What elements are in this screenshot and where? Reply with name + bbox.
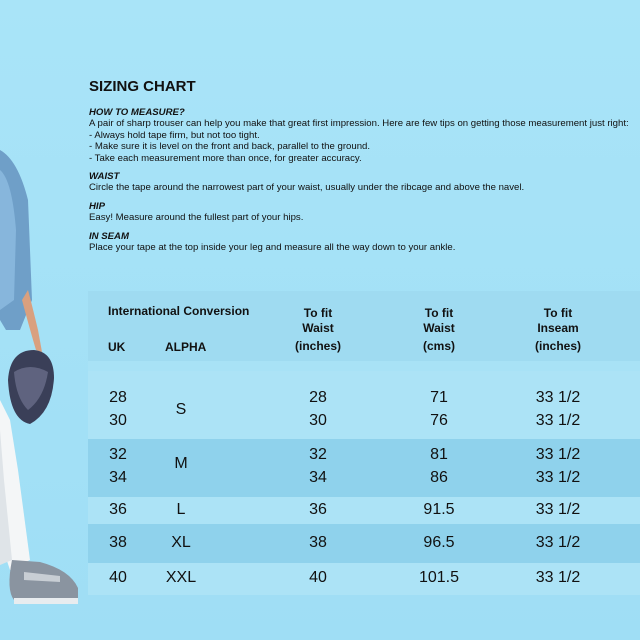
header-line: Waist [423,321,455,335]
waist-inches-header [278,306,358,354]
table-header [88,291,640,361]
inseam-cell: 33 1/2 [535,412,581,429]
table-row-xl [88,524,640,563]
hip-text: Easy! Measure around the fullest part of your hips. [89,212,304,224]
inseam-header [518,306,598,354]
waist-cms-header [399,306,479,354]
waist-cms-cell: 76 [430,412,448,429]
header-line: To fit [303,306,333,320]
waist-cms-cell: 91.5 [423,501,455,518]
uk-header: UK [108,340,126,354]
waist-text: Circle the tape around the narrowest part of your waist, usually under the ribcage and above the navel. [89,182,525,194]
how-to-measure-heading: HOW TO MEASURE? [89,107,185,118]
uk-cell: 32 [109,446,127,463]
hip-heading: HIP [89,200,105,212]
inseam-cell: 33 1/2 [535,389,581,406]
header-line: Waist [302,321,334,335]
waist-cms-cell: 81 [430,446,448,463]
alpha-cell: XXL [165,569,197,586]
inseam-cell: 33 1/2 [535,534,581,551]
header-line: To fit [543,306,573,320]
header-gap [88,361,640,371]
inseam-cell: 33 1/2 [535,501,581,518]
alpha-cell: XL [171,534,191,551]
header-line: Inseam [537,321,579,335]
how-to-measure-line: - Always hold tape firm, but not too tight. [89,129,260,141]
how-to-measure-line: A pair of sharp trouser can help you make that great first impression. Here are few tips on getting those measurement just right: [89,118,629,130]
uk-cell: 28 [109,389,127,406]
size-table [88,291,640,595]
how-to-measure-line: - Make sure it is level on the front and back, parallel to the ground. [89,141,371,153]
waist-cms-cell: 86 [430,469,448,486]
uk-cell: 38 [109,534,127,551]
uk-cell: 36 [109,501,127,518]
hip-section [89,201,640,224]
waist-inches-cell: 28 [309,389,327,406]
alpha-cell: M [174,455,188,472]
table-row-m [88,439,640,497]
waist-inches-cell: 36 [309,501,327,518]
header-line: (cms) [422,339,455,353]
waist-cms-cell: 71 [430,389,448,406]
waist-section [89,171,640,194]
table-row-s [88,371,640,439]
inseam-section [89,231,640,254]
table-row-xxl [88,563,640,595]
intl-conversion-header: International Conversion [108,304,250,318]
alpha-header: ALPHA [165,340,207,354]
waist-inches-cell: 30 [309,412,327,429]
header-line: To fit [424,306,454,320]
waist-heading: WAIST [89,171,120,183]
uk-cell: 30 [109,412,127,429]
waist-inches-cell: 32 [309,446,327,463]
waist-cms-cell: 96.5 [423,534,455,551]
model-illustration [0,0,80,640]
uk-cell: 34 [109,469,127,486]
inseam-heading: IN SEAM [89,230,129,242]
header-line: (inches) [294,339,341,353]
inseam-cell: 33 1/2 [535,469,581,486]
page-title: SIZING CHART [89,78,196,95]
uk-cell: 40 [109,569,127,586]
inseam-cell: 33 1/2 [535,446,581,463]
alpha-cell: S [175,401,187,418]
inseam-cell: 33 1/2 [535,569,581,586]
sizing-guide [89,78,640,260]
waist-inches-cell: 34 [309,469,327,486]
waist-cms-cell: 101.5 [418,569,460,586]
alpha-cell: L [176,501,186,518]
how-to-measure-line: - Take each measurement more than once, for greater accuracy. [89,152,362,164]
waist-inches-cell: 38 [309,534,327,551]
waist-inches-cell: 40 [309,569,327,586]
how-to-measure-section [89,107,640,164]
table-row-l [88,497,640,524]
inseam-text: Place your tape at the top inside your leg and measure all the way down to your ankle. [89,242,456,254]
header-line: (inches) [534,339,581,353]
